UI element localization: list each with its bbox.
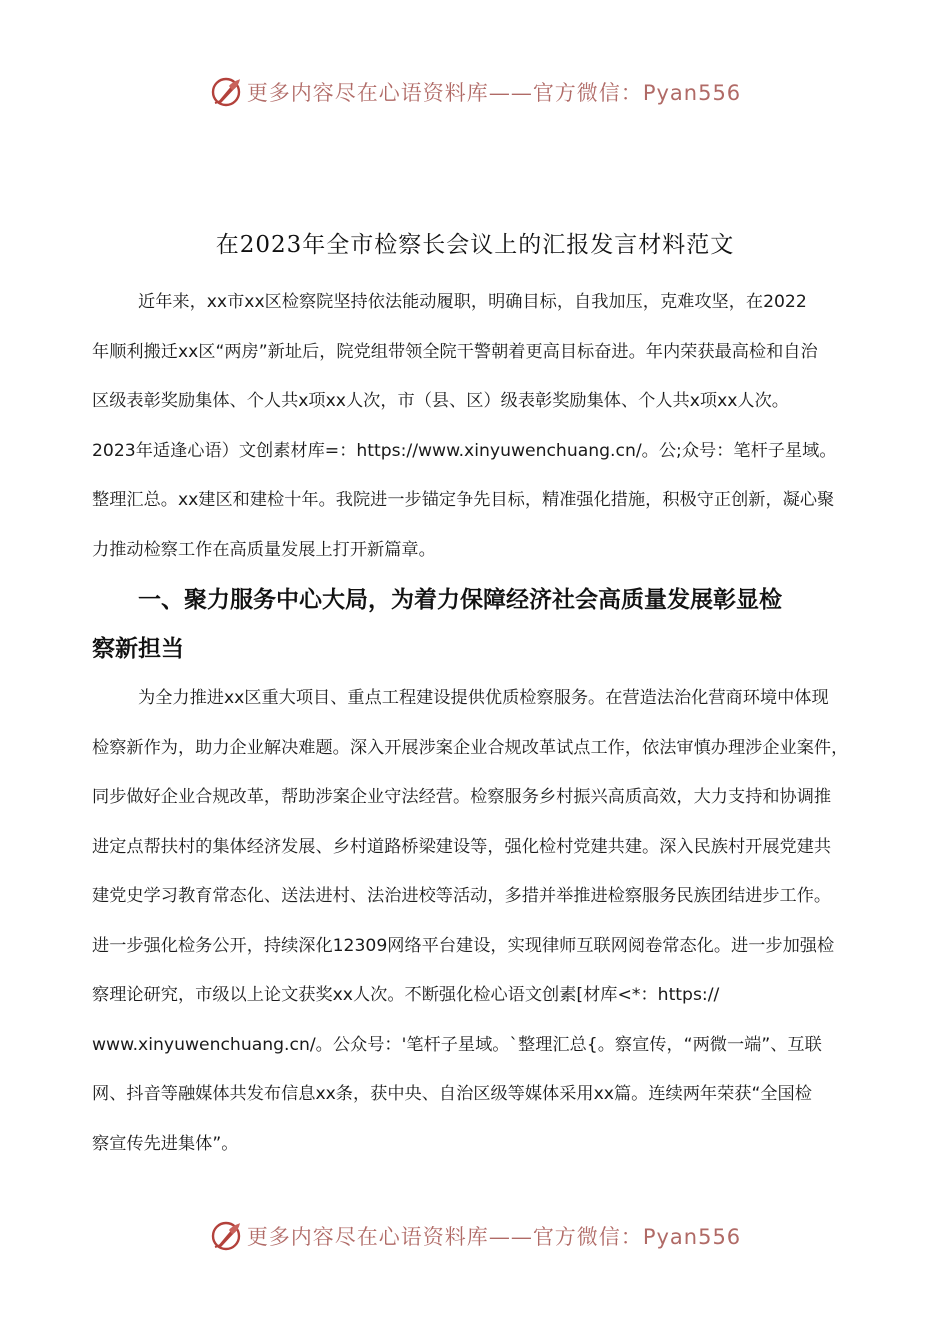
watermark-site: 更多内容尽在心语资料库 (246, 81, 489, 105)
watermark-wechat-label: 官方微信： (532, 81, 643, 105)
paragraph-line: 察理论研究，市级以上论文获奖xx人次。不断强化检心语文创素[材库<*：https:// (92, 985, 720, 1005)
paragraph-line: 进定点帮扶村的集体经济发展、乡村道路桥梁建设等，强化检村党建共建。深入民族村开展党建共 (92, 836, 832, 857)
heading-line: 一、聚力服务中心大局，为着力保障经济社会高质量发展彰显检 (138, 586, 782, 613)
paragraph-line: www.xinyuwenchuang.cn/。公众号：'笔杆子星域。`整理汇总{。察宣传，“两微一端”、互联 (92, 1034, 822, 1055)
footer-watermark (0, 1216, 950, 1256)
document-title: 在2023年全市检察长会议上的汇报发言材料范文 (215, 232, 735, 258)
paragraph-line: 进一步强化检务公开，持续深化12309网络平台建设，实现律师互联网阅卷常态化。进一步加强检 (92, 935, 835, 956)
watermark-wechat-label: 官方微信： (532, 1225, 643, 1249)
quill-pen-logo (209, 75, 243, 109)
paragraph-line: 整理汇总。xx建区和建检十年。我院进一步锚定争先目标，精准强化措施，积极守正创新，凝心聚 (92, 490, 835, 510)
paragraph-line: 近年来，xx市xx区检察院坚持依法能动履职，明确目标，自我加压，克难攻坚，在2022 (138, 292, 807, 312)
quill-pen-logo (209, 1219, 243, 1253)
watermark-dash: —— (488, 1225, 533, 1249)
paragraph-line: 网、抖音等融媒体共发布信息xx条，获中央、自治区级等媒体采用xx篇。连续两年荣获“全国检 (92, 1084, 812, 1104)
paragraph-line: 察宣传先进集体”。 (92, 1133, 239, 1154)
paragraph-line: 同步做好企业合规改革，帮助涉案企业守法经营。检察服务乡村振兴高质高效，大力支持和协调推 (92, 787, 832, 807)
paragraph-line: 年顺利搬迁xx区“两房”新址后，院党组带领全院干警朝着更高目标奋进。年内荣获最高检和自治 (92, 341, 818, 362)
watermark-text (247, 1221, 741, 1251)
intro-paragraph (92, 278, 862, 575)
paragraph-line: 力推动检察工作在高质量发展上打开新篇章。 (92, 539, 436, 560)
watermark-wechat-id: Pyan556 (642, 1225, 742, 1249)
heading-line: 察新担当 (92, 635, 184, 662)
watermark-text (247, 77, 741, 107)
watermark-site: 更多内容尽在心语资料库 (246, 1225, 489, 1249)
paragraph-line: 区级表彰奖励集体、个人共x项xx人次，市（县、区）级表彰奖励集体、个人共x项xx人次。 (92, 391, 789, 411)
header-watermark (0, 72, 950, 112)
paragraph-line: 2023年适逢心语）文创素材库=：https://www.xinyuwenchuang.cn/。公;众号：笔杆子星域。 (92, 440, 837, 461)
paragraph-line: 检察新作为，助力企业解决难题。深入开展涉案企业合规改革试点工作，依法审慎办理涉企业案件， (92, 737, 849, 758)
paragraph-line: 为全力推进xx区重大项目、重点工程建设提供优质检察服务。在营造法治化营商环境中体现 (138, 688, 829, 708)
section-body-paragraph (92, 674, 862, 1169)
paragraph-line: 建党史学习教育常态化、送法进村、法治进校等活动，多措并举推进检察服务民族团结进步工作。 (92, 886, 832, 906)
watermark-wechat-id: Pyan556 (642, 81, 742, 105)
watermark-dash: —— (488, 81, 533, 105)
section-heading (92, 575, 872, 673)
